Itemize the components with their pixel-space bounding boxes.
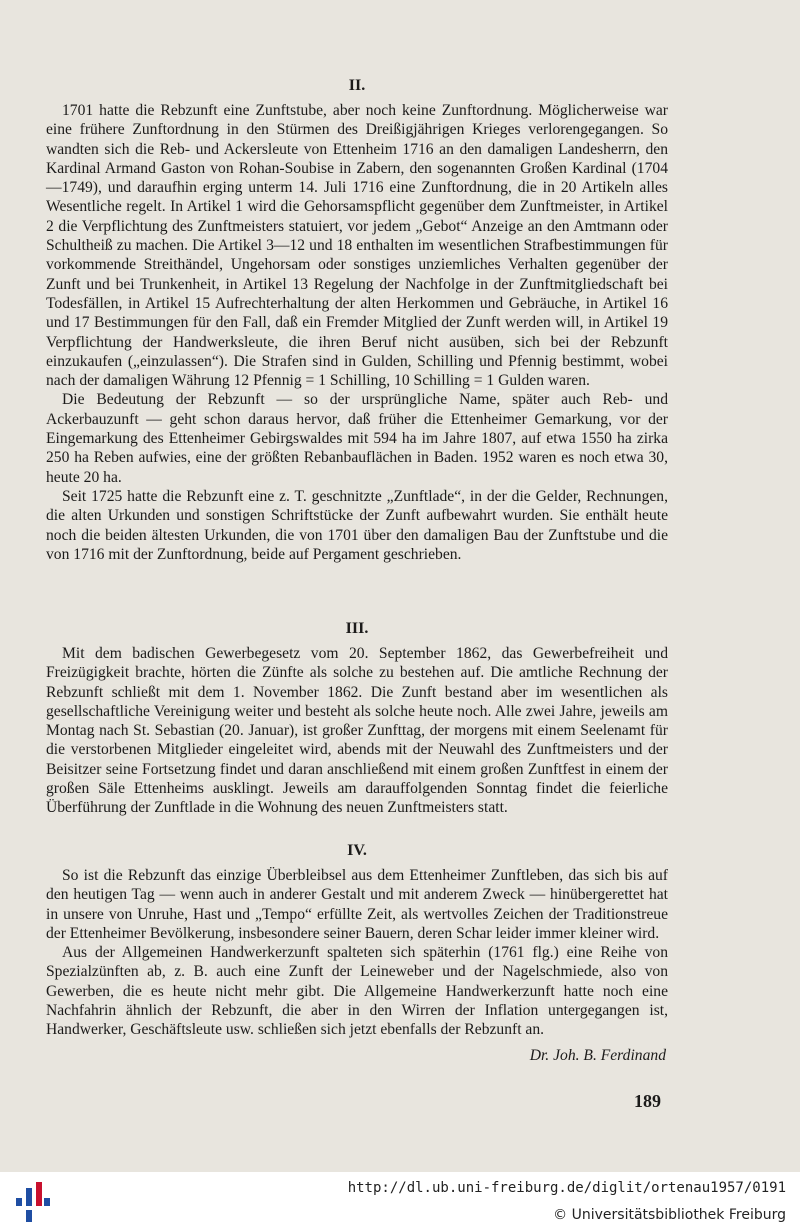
paragraph: Seit 1725 hatte die Rebzunft eine z. T. geschnitzte „Zunftlade“, in der die Gelder, Rechnungen, die alten Urkunden und sonstigen Schriftstücke der Zunft aufbewahrt wurden. Sie enthält heute noch die beiden ältesten Urkunden, die von 1701 über den damaligen Bau der Zunftstube und die von 1716 mit der Zunftordnung, beide auf Pergament geschrieben.: [46, 487, 668, 563]
footer-bar: [0, 1172, 800, 1232]
logo-bar: [26, 1188, 32, 1206]
section-heading-iii: III.: [345, 620, 369, 637]
paragraph: 1701 hatte die Rebzunft eine Zunftstube, aber noch keine Zunftordnung. Möglicherweise war eine frühere Zunftordnung in den Stürmen des Dreißigjährigen Krieges verlorengegangen. So wandten sich die Reb- und Ackersleute von Ettenheim 1716 an den damaligen Landesherrn, den Kardinal Armand Gaston von Rohan-Soubise in Zabern, den sogenannten Großen Kardinal (1704—1749), und daraufhin erging unterm 14. Juli 1716 eine Zunftordnung, die in 20 Artikeln alles Wesentliche regelt. In Artikel 1 wird die Gehorsamspflicht gegenüber dem Zunftmeister, in Artikel 2 die Verpflichtung des Zunftmeisters statuiert, vor jedem „Gebot“ Anzeige an den Amtmann oder Schultheiß zu machen. Die Artikel 3—12 und 18 enthalten im wesentlichen Strafbestimmungen für vorkommende Streithändel, Ungehorsam oder sonstiges unziemliches Verhalten gegenüber der Zunft und bei Trunkenheit, in Artikel 13 Regelung der Nachfolge in der Zunftmitgliedschaft bei Todesfällen, in Artikel 15 Aufrechterhaltung der alten Herkommen und Gebräuche, in Artikel 16 und 17 Bestimmungen für den Fall, daß ein Fremder Mitglied der Zunft werden will, in Artikel 19 Verpflichtung der Handwerksleute, die ihren Beruf nicht ausüben, sich bei der Rebzunft einzukaufen („einzulassen“). Die Strafen sind in Gulden, Schilling und Pfennig bestimmt, wobei nach der damaligen Währung 12 Pfennig = 1 Schilling, 10 Schilling = 1 Gulden waren.: [46, 102, 668, 390]
paragraph: Aus der Allgemeinen Handwerkerzunft spalteten sich späterhin (1761 flg.) eine Reihe von Spezialzünften ab, z. B. auch eine Zunft der Leineweber und der Nagelschmiede, also von Gewerben, die es heute nicht mehr gibt. Die Allgemeine Handwerkerzunft hatte noch eine Nachfahrin ähnlich der Rebzunft, die aber in den Wirren der Inflation untergegangen ist, Handwerker, Geschäftsleute usw. schließen sich jetzt ebenfalls der Rebzunft an.: [46, 944, 668, 1039]
section-iii-body: [46, 644, 668, 818]
logo-bar: [26, 1210, 32, 1222]
ub-freiburg-logo-icon: [14, 1180, 54, 1224]
section-iv-body: [46, 866, 668, 1040]
logo-bar: [44, 1198, 50, 1206]
copyright-text: © Universitätsbibliothek Freiburg: [553, 1207, 786, 1223]
logo-bar: [16, 1198, 22, 1206]
section-heading-iv: IV.: [347, 842, 367, 859]
paragraph: Mit dem badischen Gewerbegesetz vom 20. September 1862, das Gewerbefreiheit und Freizügigkeit brachte, hörten die Zünfte als solche zu bestehen auf. Die amtliche Rechnung der Rebzunft schließt mit dem 1. November 1862. Die Zunft bestand aber im wesentlichen als gesellschaftliche Vereinigung weiter und besteht als solche heute noch. Alle zwei Jahre, jeweils am Montag nach St. Sebastian (20. Januar), ist großer Zunfttag, der morgens mit einem Seelenamt für die verstorbenen Mitglieder eingeleitet wird, abends mit der Neuwahl des Zunftmeisters und der Beisitzer seine Fortsetzung findet und daran anschließend mit einem großen Zunftfest in einem der großen Säle Ettenheims ausklingt. Jeweils am darauffolgenden Sonntag findet die feierliche Überführung der Zunftlade in die Wohnung des neuen Zunftmeisters statt.: [46, 645, 668, 817]
paragraph: Die Bedeutung der Rebzunft — so der ursprüngliche Name, später auch Reb- und Ackerbauzunft — geht schon daraus hervor, daß früher die Ettenheimer Gemarkung, vor der Eingemarkung des Ettenheimer Gebirgswaldes mit 594 ha im Jahre 1807, auf etwa 1550 ha zirka 250 ha Reben aufwies, eine der größten Rebanbauflächen in Baden. 1952 waren es noch etwa 30, heute 20 ha.: [46, 391, 668, 486]
page-number: 189: [634, 1091, 661, 1111]
paragraph: So ist die Rebzunft das einzige Überbleibsel aus dem Ettenheimer Zunftleben, das sich bis auf den heutigen Tag — wenn auch in anderer Gestalt und mit anderem Zweck — hinübergerettet hat in unsere von Unruhe, Hast und „Tempo“ erfüllte Zeit, als wertvolles Zeichen der Traditionstreue der Ettenheimer Bevölkerung, insbesondere seiner Bauern, deren Schar leider immer kleiner wird.: [46, 867, 668, 942]
section-heading-ii: II.: [348, 77, 366, 94]
author-signature: Dr. Joh. B. Ferdinand: [529, 1047, 666, 1064]
logo-bar-accent: [36, 1182, 42, 1206]
source-url-link[interactable]: http://dl.ub.uni-freiburg.de/diglit/ortenau1957/0191: [347, 1180, 786, 1196]
section-ii-body: [46, 101, 668, 564]
